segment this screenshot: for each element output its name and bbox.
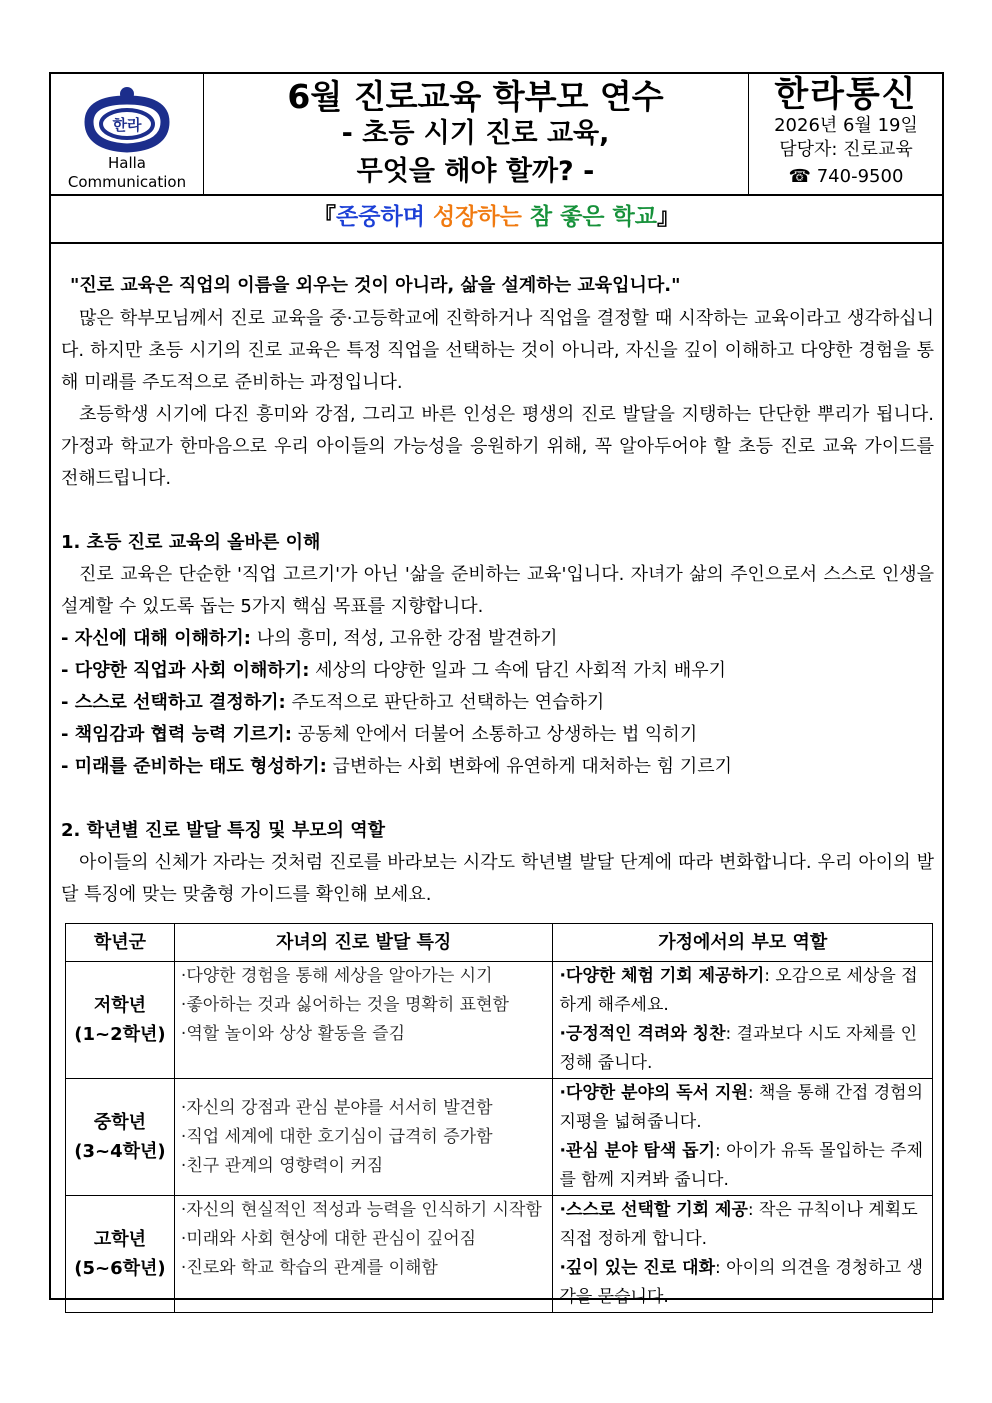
role-item-text: : 아이가 유독 몰입하는 주제를 함께 지켜봐 줍니다. xyxy=(559,1141,924,1190)
grade-group-cell xyxy=(66,962,175,1079)
trait-item: ·미래와 사회 현상에 대한 관심이 깊어짐 xyxy=(180,1229,477,1249)
column-header-roles: 가정에서의 부모 역할 xyxy=(553,924,933,962)
brand-title: 한라통신 xyxy=(774,75,918,115)
slogan-word-good: 좋은 xyxy=(560,204,605,230)
grade-group-range: (3~4학년) xyxy=(74,1141,166,1162)
manager-label: 담당자: 진로교육 xyxy=(779,139,913,160)
goal-item-text: 세상의 다양한 일과 그 속에 담긴 사회적 가치 배우기 xyxy=(309,660,727,681)
grade-group-name: 중학년 xyxy=(93,1112,147,1133)
column-header-grade: 학년군 xyxy=(66,924,175,962)
goal-item xyxy=(61,719,697,751)
table-header-row xyxy=(66,924,933,962)
table-row xyxy=(66,1079,933,1196)
trait-item: ·좋아하는 것과 싫어하는 것을 명확히 표현함 xyxy=(180,995,509,1015)
trait-item: ·친구 관계의 영향력이 커짐 xyxy=(180,1155,384,1176)
grade-group-cell xyxy=(66,1196,175,1313)
issue-date: 2026년 6월 19일 xyxy=(774,115,918,136)
role-item-text: : 아이의 의견을 경청하고 생각을 묻습니다. xyxy=(559,1258,924,1307)
grade-group-name: 저학년 xyxy=(93,995,147,1016)
goal-item-title: - 다양한 직업과 사회 이해하기: xyxy=(61,660,310,681)
goal-item xyxy=(61,623,558,655)
goal-item-text: 주도적으로 판단하고 선택하는 연습하기 xyxy=(285,692,605,713)
telephone-icon: ☎ xyxy=(788,166,811,187)
section2-heading: 2. 학년별 진로 발달 특징 및 부모의 역할 xyxy=(61,820,386,841)
traits-cell xyxy=(174,1079,553,1196)
roles-cell xyxy=(553,1079,933,1196)
school-slogan xyxy=(51,194,942,244)
intro-paragraph-2: 초등학생 시기에 다진 흥미와 강점, 그리고 바른 인성은 평생의 진로 발달을 지탱하는 단단한 뿌리가 됩니다. 가정과 학교가 한마음으로 우리 아이들의 가능성을 응원하기 위해, 꼭 알아두어야 할 초등 진로 교육 가이드를 전해드립니다. xyxy=(61,404,934,489)
goal-item-title: - 자신에 대해 이해하기: xyxy=(61,628,251,649)
role-item-text: : 결과보다 시도 자체를 인정해 줍니다. xyxy=(559,1024,918,1073)
roles-cell xyxy=(553,1196,933,1313)
role-item-title: ·긍정적인 격려와 칭찬 xyxy=(559,1024,726,1044)
slogan-close-bracket: 』 xyxy=(656,204,680,230)
slogan-word-school: 학교 xyxy=(612,204,657,230)
logo-mark-text: 한라 xyxy=(112,116,142,134)
role-item-text: : 오감으로 세상을 접하게 해주세요. xyxy=(559,966,918,1015)
newsletter-header xyxy=(51,74,942,196)
newsletter-subtitle-line1: - 초등 시기 진로 교육, xyxy=(341,118,610,149)
role-item xyxy=(559,962,926,1020)
grade-group-range: (5~6학년) xyxy=(74,1258,166,1279)
phone-number: 740-9500 xyxy=(816,166,904,187)
goal-item-text: 나의 흥미, 적성, 고유한 강점 발견하기 xyxy=(250,628,558,649)
grade-group-range: (1~2학년) xyxy=(74,1024,166,1045)
goal-item-text: 급변하는 사회 변화에 유연하게 대처하는 힘 기르기 xyxy=(326,756,732,777)
role-item xyxy=(559,1196,926,1254)
role-item-title: ·다양한 체험 기회 제공하기 xyxy=(559,966,765,986)
role-item-text: : 책을 통해 간접 경험의 지평을 넓혀줍니다. xyxy=(559,1083,924,1132)
goal-item xyxy=(61,751,732,783)
grade-group-name: 고학년 xyxy=(93,1229,147,1250)
phone-line xyxy=(748,165,944,189)
table-row xyxy=(66,1196,933,1313)
roles-cell xyxy=(553,962,933,1079)
traits-cell xyxy=(174,1196,553,1313)
school-logo-icon xyxy=(79,86,175,156)
grade-group-cell xyxy=(66,1079,175,1196)
role-item-title: ·스스로 선택할 기회 제공 xyxy=(559,1200,748,1220)
goal-item-title: - 미래를 준비하는 태도 형성하기: xyxy=(61,756,327,777)
traits-cell xyxy=(174,962,553,1079)
trait-item: ·진로와 학교 학습의 관계를 이해함 xyxy=(180,1258,438,1278)
role-item-text: : 작은 규칙이나 계획도 직접 정하게 합니다. xyxy=(559,1200,918,1249)
logo-cell xyxy=(51,74,204,194)
role-item xyxy=(559,1137,926,1195)
role-item-title: ·다양한 분야의 독서 지원 xyxy=(559,1083,748,1103)
slogan-word-respect: 존중하며 xyxy=(336,204,425,230)
section1-paragraph: 진로 교육은 단순한 '직업 고르기'가 아닌 '삶을 준비하는 교육'입니다. 자녀가 삶의 주인으로서 스스로 인생을 설계할 수 있도록 돕는 5가지 핵심 목표를 지향합니다. xyxy=(61,564,934,617)
logo-caption-communication: Communication xyxy=(67,173,187,191)
section2-paragraph: 아이들의 신체가 자라는 것처럼 진로를 바라보는 시각도 학년별 발달 단계에 따라 변화합니다. 우리 아이의 발달 특징에 맞는 맞춤형 가이드를 확인해 보세요. xyxy=(61,852,934,905)
logo-caption-halla: Halla xyxy=(108,154,146,172)
intro-paragraph-1: 많은 학부모님께서 진로 교육을 중·고등학교에 진학하거나 직업을 결정할 때 시작하는 교육이라고 생각하십니다. 하지만 초등 시기의 진로 교육은 특정 직업을 선택하는 것이 아니라, 자신을 깊이 이해하고 다양한 경험을 통해 미래를 주도적으로 준비하는 과정입니다. xyxy=(61,308,934,393)
goal-item-title: - 스스로 선택하고 결정하기: xyxy=(61,692,286,713)
column-header-traits: 자녀의 진로 발달 특징 xyxy=(174,924,553,962)
slogan-open-bracket: 『 xyxy=(313,204,337,230)
intro-quote: "진로 교육은 직업의 이름을 외우는 것이 아니라, 삶을 설계하는 교육입니다." xyxy=(70,275,681,296)
slogan-word-growth: 성장하는 xyxy=(432,204,522,230)
goal-item xyxy=(61,655,726,687)
trait-item: ·직업 세계에 대한 호기심이 급격히 증가함 xyxy=(180,1126,493,1147)
title-cell xyxy=(203,74,749,194)
role-item xyxy=(559,1079,926,1137)
role-item-title: ·깊이 있는 진로 대화 xyxy=(559,1258,716,1278)
trait-item: ·자신의 강점과 관심 분야를 서서히 발견함 xyxy=(180,1097,493,1118)
newsletter-subtitle-line2: 무엇을 해야 할까? - xyxy=(356,156,595,187)
trait-item: ·역할 놀이와 상상 활동을 즐김 xyxy=(180,1024,406,1044)
role-item xyxy=(559,1254,926,1312)
table-row xyxy=(66,962,933,1079)
goal-item xyxy=(61,687,604,719)
trait-item: ·다양한 경험을 통해 세상을 알아가는 시기 xyxy=(180,966,493,986)
newsletter-title: 6월 진로교육 학부모 연수 xyxy=(287,77,664,116)
grade-guide-table xyxy=(65,923,933,1313)
slogan-word-true: 참 xyxy=(529,204,553,230)
goal-item-text: 공동체 안에서 더불어 소통하고 상생하는 법 익히기 xyxy=(292,724,698,745)
section1-heading: 1. 초등 진로 교육의 올바른 이해 xyxy=(61,532,321,553)
info-cell xyxy=(748,74,944,194)
trait-item: ·자신의 현실적인 적성과 능력을 인식하기 시작함 xyxy=(180,1200,542,1220)
goal-item-title: - 책임감과 협력 능력 기르기: xyxy=(61,724,293,745)
role-item-title: ·관심 분야 탐색 돕기 xyxy=(559,1141,716,1161)
role-item xyxy=(559,1020,926,1078)
